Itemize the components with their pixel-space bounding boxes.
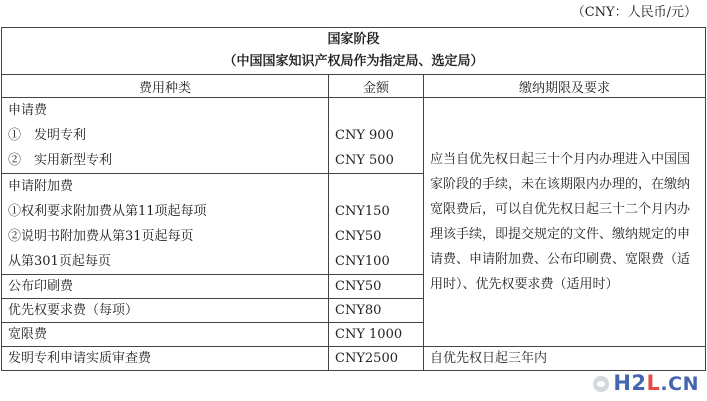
description-fee-amount: CNY50 [335, 229, 382, 244]
header-amount: 金额 [329, 75, 424, 98]
application-fee-label: 申请费 [8, 103, 48, 118]
claims-fee-label: ①权利要求附加费从第11项起每项 [8, 204, 207, 219]
description-fee-label: ②说明书附加费从第31页起每页 [8, 229, 194, 244]
watermark-logo: H2L.CN [613, 371, 699, 395]
grace-fee-label: 宽限费 [2, 323, 329, 347]
title-line-2: （中国国家知识产权局作为指定局、选定局） [223, 54, 484, 69]
title-line-1: 国家阶段 [327, 32, 380, 47]
exam-fee-deadline: 自优先权日起三年内 [424, 347, 706, 371]
additional-fee-category [2, 174, 329, 275]
application-fee-category [2, 98, 329, 174]
invention-patent-label: ① 发明专利 [8, 128, 87, 143]
table-row-exam-fee [2, 347, 706, 371]
publication-fee-label: 公布印刷费 [2, 275, 329, 299]
national-phase-deadline: 应当自优先权日起三十个月内办理进入中国国家阶段的手续，未在该期限内办理的，在缴纳宽限费后，可以自优先权日起三十二个月内办理该手续，即提交规定的文件、缴纳规定的申请费、申请附加费、公布印刷费、宽限费（适用时）、优先权要求费（适用时） [424, 98, 706, 347]
priority-fee-label: 优先权要求费（每项） [2, 299, 329, 323]
utility-model-amount: CNY 500 [335, 153, 394, 168]
header-category: 费用种类 [2, 75, 329, 98]
additional-fee-amount-blank [335, 174, 417, 199]
application-fee-amount-blank [335, 98, 417, 123]
description-fee-301-amount: CNY100 [335, 254, 390, 269]
description-fee-301-label: 从第301页起每页 [8, 254, 111, 269]
application-fee-amounts [329, 98, 424, 174]
exam-fee-amount: CNY2500 [329, 347, 424, 371]
additional-fee-amounts [329, 174, 424, 275]
utility-model-label: ② 实用新型专利 [8, 153, 113, 168]
exam-fee-label: 发明专利申请实质审查费 [2, 347, 329, 371]
table-title [2, 28, 706, 75]
site-watermark [593, 372, 699, 395]
priority-fee-amount: CNY80 [329, 299, 424, 323]
invention-patent-amount: CNY 900 [335, 128, 394, 143]
fee-table [1, 27, 706, 371]
header-deadline: 缴纳期限及要求 [424, 75, 706, 98]
table-row-application-fee [2, 98, 706, 174]
additional-fee-label: 申请附加费 [8, 179, 74, 194]
title-row [2, 28, 706, 75]
wechat-icon [593, 376, 609, 392]
claims-fee-amount: CNY150 [335, 204, 390, 219]
publication-fee-amount: CNY50 [329, 275, 424, 299]
currency-unit-note: （CNY：人民币/元） [571, 5, 697, 20]
header-row [2, 75, 706, 98]
grace-fee-amount: CNY 1000 [329, 323, 424, 347]
